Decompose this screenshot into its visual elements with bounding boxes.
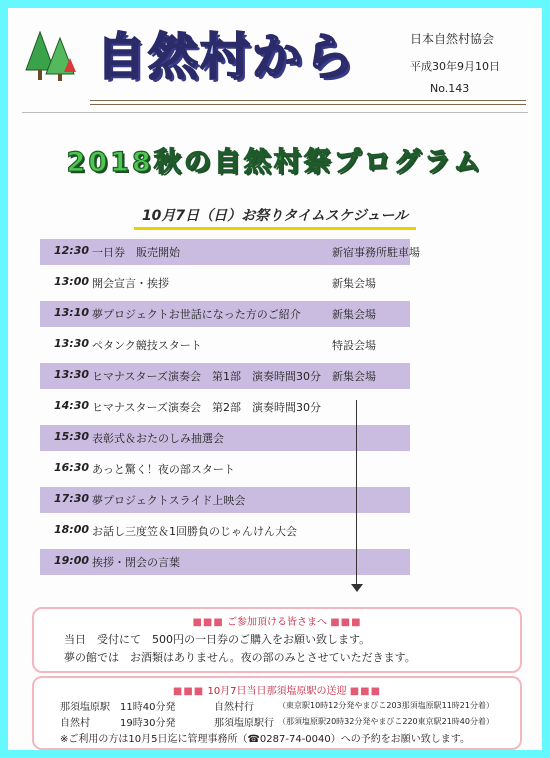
schedule-row [40,329,410,360]
masthead-title: 自然村から [96,28,356,86]
row-event: ヒマナスターズ演奏会 第1部 演奏時間30分 [92,370,322,383]
row-time: 13:30 [54,337,90,350]
schedule-row [40,360,410,391]
row-event: あっと驚く！夜の部スタート [92,463,235,476]
row-event: ヒマナスターズ演奏会 第2部 演奏時間30分 [92,401,322,414]
notice-title: ご参加頂ける皆さまへ [227,617,327,628]
schedule-row [40,515,410,546]
square-bullets-icon: ■■■ [172,686,205,697]
shuttle-reservation-note: ※ご利用の方は10月5日迄に管理事務所（☎0287-74-0040）への予約をお願い致します。 [60,734,470,745]
square-bullets-icon: ■■■ [192,617,224,628]
issue-date: 平成30年9月10日 [410,60,500,73]
row-event: ペタンク競技スタート [92,339,202,352]
row-venue: 新宿事務所駐車場 [332,246,420,259]
schedule-row [40,422,410,453]
timeline-line [356,400,357,590]
square-bullets-icon: ■■■ [349,686,382,697]
notice-line-2: 夢の館では お酒類はありません。夜の部のみとさせていただきます。 [64,651,416,664]
square-bullets-icon: ■■■ [330,617,362,628]
schedule-subtitle-text: 10月7日（日）お祭りタイムスケジュール [134,205,416,230]
shuttle-depart-2: 自然村 19時30分発 [60,718,176,729]
row-time: 13:30 [54,368,90,381]
row-event: 夢プロジェクトお世話になった方のご紹介 [92,308,301,321]
schedule-row [40,391,410,422]
schedule-row [40,546,410,577]
row-time: 14:30 [54,399,90,412]
shuttle-depart-1: 那須塩原駅 11時40分発 [60,702,176,713]
row-time: 19:00 [54,554,90,567]
shuttle-train-1: （東京駅10時12分発やまびこ203那須塩原駅11時21分着） [278,701,494,710]
shuttle-title: 10月7日当日那須塩原駅の送迎 [207,686,347,697]
row-event: 一日券 販売開始 [92,246,180,259]
arrow-down-icon [351,584,363,592]
participant-notice [32,607,522,673]
divider [22,112,528,113]
row-time: 12:30 [54,244,90,257]
row-event: 表彰式＆おたのしみ抽選会 [92,432,224,445]
shuttle-dest-2: 那須塩原駅行 [214,718,274,729]
row-venue: 特設会場 [332,339,376,352]
row-event: 夢プロジェクトスライド上映会 [92,494,246,507]
schedule-subtitle [0,205,550,230]
row-venue: 新集会場 [332,308,376,321]
row-time: 15:30 [54,430,90,443]
shuttle-title-row [34,682,520,697]
shuttle-notice [32,676,522,750]
schedule-row [40,484,410,515]
organization-name: 日本自然村協会 [410,32,495,46]
row-time: 16:30 [54,461,90,474]
schedule-row [40,453,410,484]
schedule-row [40,267,410,298]
row-time: 13:00 [54,275,90,288]
notice-line-1: 当日 受付にて 500円の一日券のご購入をお願い致します。 [64,633,371,646]
shuttle-train-2: （那須塩原駅20時32分発やまびこ220東京駅21時40分着） [278,717,494,726]
schedule-table [40,236,420,577]
issue-number: No.143 [430,82,470,95]
row-venue: 新集会場 [332,370,376,383]
schedule-row [40,236,420,267]
row-time: 13:10 [54,306,90,319]
shuttle-dest-1: 自然村行 [214,702,254,713]
tree-logo-icon [22,28,86,82]
row-time: 17:30 [54,492,90,505]
row-event: 挨拶・閉会の言葉 [92,556,180,569]
row-event: 開会宣言・挨拶 [92,277,169,290]
schedule-row [40,298,410,329]
row-event: お話し三度笠＆1回勝負のじゃんけん大会 [92,525,297,538]
row-time: 18:00 [54,523,90,536]
row-venue: 新集会場 [332,277,376,290]
program-title: 2018秋の自然村祭プログラム [66,147,484,178]
notice-title-row [34,613,520,628]
header-rule [90,100,526,105]
